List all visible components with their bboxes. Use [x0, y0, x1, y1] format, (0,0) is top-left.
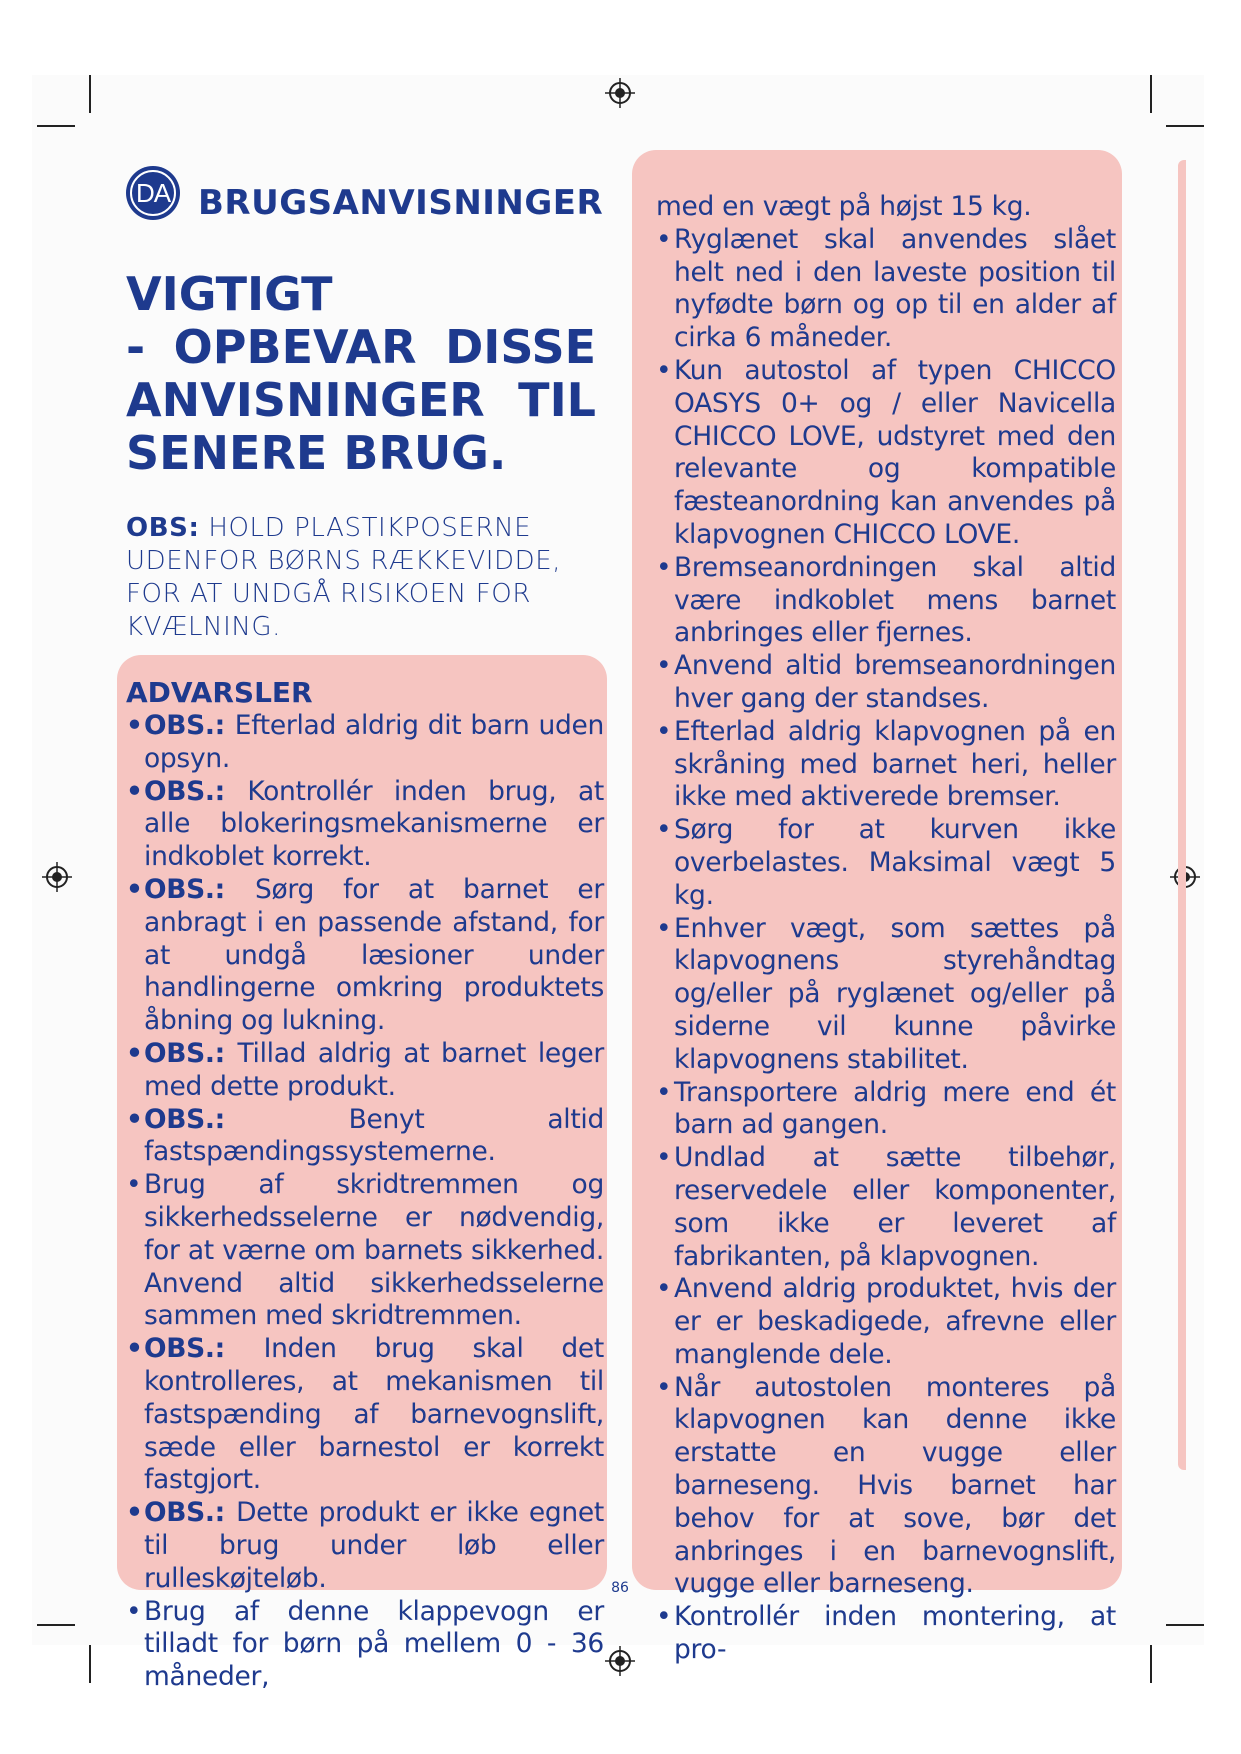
bullet: • [126, 1103, 143, 1135]
warning-item [656, 1273, 1116, 1371]
item-label: OBS.: [144, 1037, 238, 1069]
bullet: • [656, 223, 672, 255]
advarsler-continued [656, 191, 1116, 1667]
warning-item [656, 650, 1116, 716]
bullet: • [656, 1273, 672, 1305]
crop-mark-bottom-left-vertical [89, 1645, 91, 1683]
warning-item [126, 1497, 604, 1595]
item-label: OBS.: [144, 1497, 237, 1529]
warning-item [126, 874, 604, 1038]
language-badge: DA [126, 166, 180, 220]
item-text: Ryglænet skal anvendes slået helt ned i den laveste position til nyfødte børn og op til en alder af cirka 6 måneder. [674, 223, 1116, 354]
item-text: Sørg for at kurven ikke overbelastes. Maksimal vægt 5 kg. [674, 814, 1116, 911]
bullet: • [126, 1497, 143, 1529]
bullet: • [126, 775, 143, 807]
warning-text: HOLD PLASTIKPOSERNE UDENFOR BØRNS RÆKKEVIDDE, FOR AT UNDGÅ RISIKOEN FOR KVÆLNING. [126, 513, 562, 642]
item-text: Anvend altid bremseanordningen hver gang der standses. [674, 650, 1116, 714]
warning-item [656, 355, 1116, 552]
item-text: Dette produkt er ikke egnet til brug under løb eller rulleskøjteløb. [144, 1497, 604, 1594]
bullet: • [656, 354, 672, 386]
item-label: OBS.: [144, 1103, 349, 1135]
bullet: • [126, 1595, 142, 1627]
advarsler-section [126, 676, 604, 1694]
warning-item [126, 1169, 604, 1333]
warning-item [656, 716, 1116, 814]
warning-item [126, 1596, 604, 1694]
warning-item [126, 776, 604, 874]
item-text: Når autostolen monteres på klapvognen kan denne ikke erstatte en vugge eller barneseng. Hvis barnet har behov for at sove, bør det anbringes i en barnevognslift, vugge eller barneseng. [674, 1371, 1116, 1600]
item-text: Transportere aldrig mere end ét barn ad gangen. [674, 1076, 1116, 1141]
warning-item [126, 1104, 604, 1170]
warning-item [656, 1142, 1116, 1273]
warning-item [656, 224, 1116, 355]
next-page-edge-strip [1178, 160, 1186, 1470]
main-heading-line: SENERE BRUG. [126, 426, 507, 480]
main-heading [126, 268, 596, 480]
item-label: OBS.: [144, 873, 255, 905]
section-title: BRUGSANVISNINGER [198, 183, 604, 223]
bullet: • [656, 1076, 672, 1108]
item-text: Undlad at sætte tilbehør, reservedele eller komponenter, som ikke er leveret af fabrikanten, på klapvognen. [674, 1142, 1116, 1272]
crop-mark-top-right-vertical [1150, 75, 1152, 113]
bullet: • [656, 1601, 672, 1633]
item-label: OBS.: [144, 775, 248, 807]
item-text: Enhver vægt, som sættes på klapvognens styrehåndtag og/eller på ryglænet og/eller på siderne vil kunne påvirke klapvognens stabilitet. [674, 912, 1116, 1075]
main-heading-line: VIGTIGT [126, 267, 333, 321]
bullet: • [126, 1333, 143, 1365]
bullet: • [126, 710, 143, 741]
item-text: Brug af skridtremmen og sikkerhedsselerne er nødvendig, for at værne om barnets sikkerhed. Anvend altid sikkerhedsselerne sammen med skridtremmen. [144, 1169, 604, 1332]
main-heading-line: ANVISNINGER TIL [126, 373, 596, 427]
bullet: • [656, 912, 672, 944]
warning-item [656, 1077, 1116, 1143]
advarsler-title: ADVARSLER [126, 676, 313, 709]
bullet: • [656, 551, 672, 583]
item-label: OBS.: [144, 1333, 264, 1365]
crop-mark-top-left-vertical [89, 75, 91, 113]
item-label: OBS.: [144, 710, 235, 741]
item-text: Inden brug skal det kontrolleres, at mekanismen til fastspænding af barnevognslift, sæde eller barnestol er korrekt fastgjort. [144, 1333, 604, 1496]
item-text: Kontrollér inden montering, at pro- [674, 1601, 1116, 1666]
bullet: • [656, 814, 672, 846]
plastic-bag-warning [126, 512, 570, 644]
warning-label: OBS: [126, 513, 200, 543]
warning-item [656, 552, 1116, 650]
crop-mark-top-left-horizontal [37, 125, 75, 127]
crop-mark-bottom-right-vertical [1150, 1645, 1152, 1683]
bullet: • [126, 1169, 142, 1201]
warning-item [126, 1333, 604, 1497]
crop-mark-top-right-horizontal [1166, 125, 1204, 127]
item-text: Tillad aldrig at barnet leger med dette produkt. [144, 1037, 605, 1102]
bullet: • [656, 715, 672, 747]
item-text: Brug af denne klappevogn er tilladt for børn på mellem 0 - 36 måneder, [144, 1595, 604, 1693]
item-text: Benyt altid fastspændingssystemerne. [144, 1103, 604, 1168]
continuation-text: med en vægt på højst 15 kg. [656, 191, 1032, 222]
crop-mark-bottom-right-horizontal [1166, 1624, 1204, 1626]
registration-mark-icon [42, 862, 72, 892]
bullet: • [656, 1142, 672, 1174]
main-heading-line: - OPBEVAR DISSE [126, 320, 596, 374]
registration-mark-icon [605, 78, 635, 108]
item-text: Anvend aldrig produktet, hvis der er er beskadigede, afrevne eller manglende dele. [674, 1273, 1116, 1370]
item-text: Kontrollér inden brug, at alle blokeringsmekanismerne er indkoblet korrekt. [144, 775, 604, 873]
warning-item [126, 710, 604, 776]
crop-mark-bottom-left-horizontal [37, 1624, 75, 1626]
item-text: Efterlad aldrig klapvognen på en skråning med barnet heri, heller ikke med aktiverede bremser. [674, 715, 1116, 813]
item-text: Efterlad aldrig dit barn uden opsyn. [144, 710, 604, 774]
warning-item [656, 814, 1116, 912]
item-text: Kun autostol af typen CHICCO OASYS 0+ og / eller Navicella CHICCO LOVE, udstyret med den relevante og kompatible fæsteanordning kan anvendes på klapvognen CHICCO LOVE. [674, 354, 1116, 550]
registration-mark-icon [605, 1646, 635, 1676]
bullet: • [126, 873, 143, 905]
item-text: Bremseanordningen skal altid være indkoblet mens barnet anbringes eller fjernes. [674, 551, 1116, 649]
bullet: • [656, 1371, 672, 1403]
bullet: • [656, 650, 672, 682]
warning-item [656, 1372, 1116, 1602]
page-number: 86 [611, 1580, 629, 1596]
item-text: Sørg for at barnet er anbragt i en passende afstand, for at undgå læsioner under handlingerne omkring produktets åbning og lukning. [144, 873, 604, 1037]
bullet: • [126, 1037, 143, 1069]
warning-item [126, 1038, 604, 1104]
warning-item [656, 1601, 1116, 1667]
warning-item [656, 913, 1116, 1077]
